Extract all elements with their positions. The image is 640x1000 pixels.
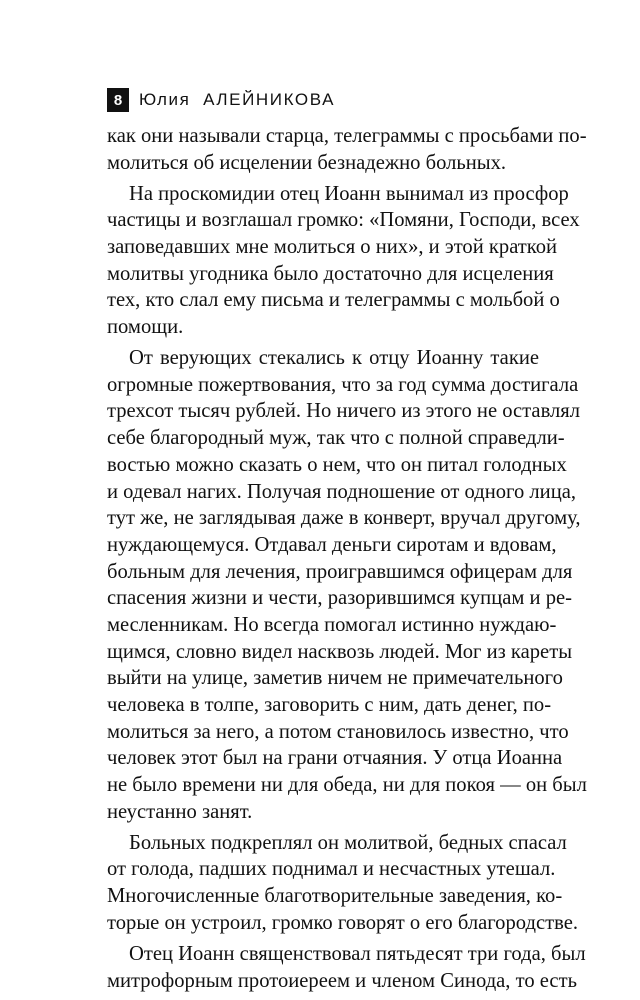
text-line: тут же, не заглядывая даже в конверт, вручал другому,: [107, 507, 581, 530]
text-line: торые он устроил, громко говорят о его благородстве.: [107, 911, 578, 934]
text-line: помощи.: [107, 316, 184, 339]
running-title: Юлия АЛЕЙНИКОВА: [139, 90, 336, 109]
text-line: от голода, падших поднимал и несчастных утешал.: [107, 858, 556, 881]
text-line: человек этот был на грани отчаяния. У отца Иоанна: [107, 747, 563, 770]
text-line: На проскомидии отец Иоанн вынимал из просфор: [129, 182, 569, 205]
page-number: 8: [107, 88, 129, 112]
paragraph: [107, 123, 587, 176]
text-line: нуждающемуся. Отдавал деньги сиротам и вдовам,: [107, 533, 557, 556]
text-line: как они называли старца, телеграммы с просьбами по-: [107, 125, 587, 147]
text-line: тех, кто слал ему письма и телеграммы с мольбой о: [107, 289, 560, 312]
text-line: Больных подкреплял он молитвой, бедных спасал: [129, 831, 567, 854]
text-line: больным для лечения, проигравшимся офицерам для: [107, 560, 573, 583]
text-line: неустанно занят.: [107, 800, 253, 823]
text-line: спасения жизни и чести, разорившимся купцам и ре-: [107, 587, 573, 610]
text-line: себе благородный муж, так что с полной справедли-: [107, 427, 565, 450]
text-line: огромные пожертвования, что за год сумма достигала: [107, 373, 579, 396]
text-line: молитвы угодника было достаточно для исцеления: [107, 262, 554, 285]
paragraph: [107, 941, 586, 994]
text-line: От верующих стекались к отцу Иоанну такие: [129, 347, 539, 370]
text-line: частицы и возглашал громко: «Помяни, Господи, всех: [107, 209, 580, 232]
paragraph: [107, 830, 578, 937]
text-line: и одевал нагих. Получая подношение от одного лица,: [107, 480, 577, 503]
text-line: заповедавших мне молиться о них», и этой краткой: [107, 236, 558, 259]
body-text: [107, 123, 587, 998]
text-line: щимся, словно видел насквозь людей. Мог из кареты: [107, 640, 573, 663]
text-line: молиться за него, а потом становилось известно, что: [107, 720, 569, 743]
text-line: трехсот тысяч рублей. Но ничего из этого не оставлял: [107, 400, 581, 423]
running-head: [107, 88, 335, 112]
text-line: молиться об исцелении безнадежно больных.: [107, 151, 507, 174]
text-line: человека в толпе, заговорить с ним, дать денег, по-: [107, 694, 552, 717]
text-line: выйти на улице, заметив ничем не примечательного: [107, 667, 563, 690]
text-line: не было времени ни для обеда, ни для покоя — он был: [107, 774, 587, 797]
text-line: Отец Иоанн священствовал пятьдесят три года, был: [129, 942, 586, 965]
text-line: Многочисленные благотворительные заведения, ко-: [107, 885, 563, 908]
text-line: митрофорным протоиереем и членом Синода, то есть: [107, 969, 577, 992]
text-line: месленникам. Но всегда помогал истинно нуждаю-: [107, 613, 557, 636]
paragraph: [107, 345, 587, 825]
paragraph: [107, 181, 580, 341]
text-line: востью можно сказать о нем, что он питал голодных: [107, 453, 567, 476]
